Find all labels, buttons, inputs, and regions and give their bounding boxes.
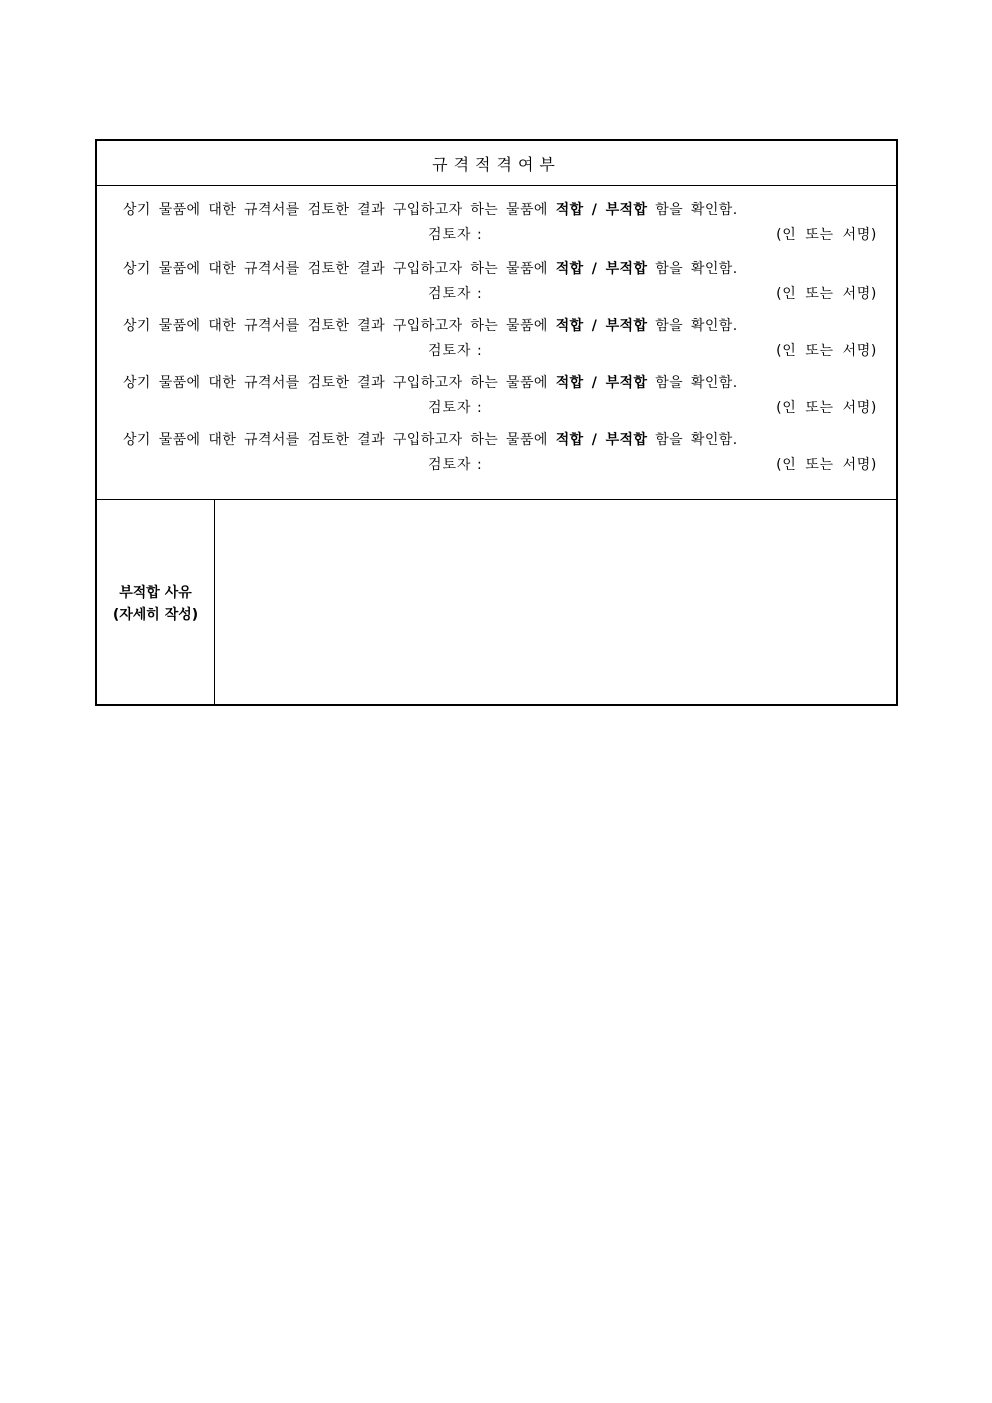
review-statement [123,199,738,219]
reviewer-label: 검토자 : [428,343,483,359]
statement-prefix: 상기 물품에 대한 규격서를 검토한 결과 구입하고자 하는 물품에 [123,432,556,448]
statement-prefix: 상기 물품에 대한 규격서를 검토한 결과 구입하고자 하는 물품에 [123,318,556,334]
statement-suffix: 함을 확인함. [647,202,738,218]
review-section [97,185,896,500]
reason-label-line2: (자세히 작성) [112,606,199,623]
reason-label-line1: 부적합 사유 [119,584,192,601]
suitability-choice[interactable]: 적합 / 부적합 [555,318,648,334]
statement-prefix: 상기 물품에 대한 규격서를 검토한 결과 구입하고자 하는 물품에 [123,375,556,391]
reviewer-label: 검토자 : [428,227,483,243]
nonconformity-reason-row [97,499,896,704]
review-statement [123,372,738,392]
review-entry-5 [97,429,896,479]
reviewer-label: 검토자 : [428,400,483,416]
review-statement [123,258,738,278]
review-statement [123,315,738,335]
review-entry-3 [97,315,896,365]
signature-field[interactable]: (인 또는 서명) [776,400,877,416]
review-entry-2 [97,258,896,308]
review-statement [123,429,738,449]
signature-field[interactable]: (인 또는 서명) [776,343,877,359]
signature-field[interactable]: (인 또는 서명) [776,227,877,243]
statement-suffix: 함을 확인함. [647,375,738,391]
review-entry-4 [97,372,896,422]
suitability-choice[interactable]: 적합 / 부적합 [555,261,648,277]
statement-suffix: 함을 확인함. [647,318,738,334]
suitability-form-table [95,139,898,706]
suitability-choice[interactable]: 적합 / 부적합 [555,432,648,448]
signature-field[interactable]: (인 또는 서명) [776,286,877,302]
nonconformity-reason-field[interactable] [216,499,896,704]
statement-suffix: 함을 확인함. [647,261,738,277]
statement-suffix: 함을 확인함. [647,432,738,448]
signature-field[interactable]: (인 또는 서명) [776,457,877,473]
reviewer-label: 검토자 : [428,286,483,302]
reviewer-label: 검토자 : [428,457,483,473]
review-entry-1 [97,199,896,249]
suitability-choice[interactable]: 적합 / 부적합 [555,202,648,218]
form-title: 규격적격여부 [97,141,896,186]
statement-prefix: 상기 물품에 대한 규격서를 검토한 결과 구입하고자 하는 물품에 [123,261,556,277]
nonconformity-reason-label [97,499,215,704]
statement-prefix: 상기 물품에 대한 규격서를 검토한 결과 구입하고자 하는 물품에 [123,202,556,218]
suitability-choice[interactable]: 적합 / 부적합 [555,375,648,391]
